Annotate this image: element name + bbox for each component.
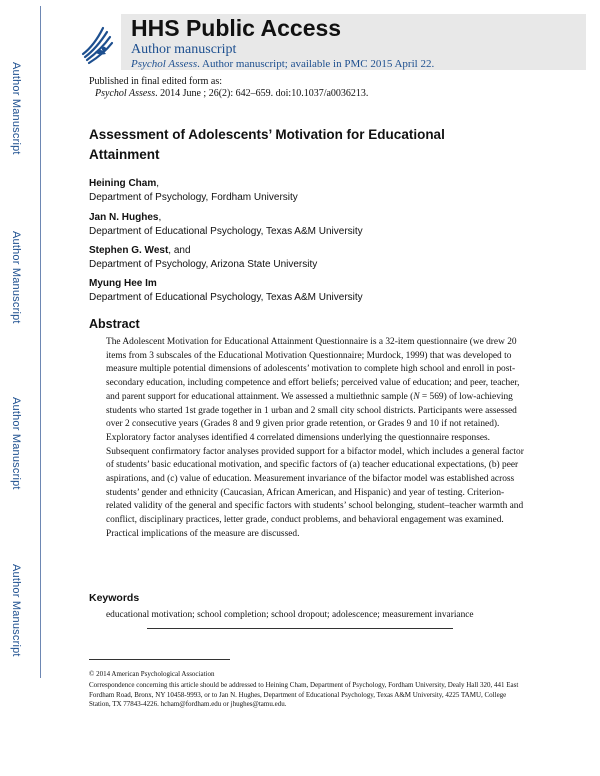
keywords-list: educational motivation; school completion; school dropout; adolescence; measurement invariance (106, 610, 474, 620)
author-block (89, 177, 298, 205)
author-affiliation: Department of Educational Psychology, Texas A&M University (89, 292, 363, 303)
author-affiliation: Department of Psychology, Fordham University (89, 192, 298, 203)
article-title: Assessment of Adolescents’ Motivation for Educational Attainment (89, 127, 445, 162)
citation-details[interactable]: . 2014 June ; 26(2): 642–659. doi:10.1037/a0036213. (155, 88, 369, 99)
availability-text: . Author manuscript; available in PMC 2015 April 22. (197, 58, 435, 70)
journal-name[interactable]: Psychol Assess (131, 58, 198, 70)
abstract-text-part-2: = 569) of low-achieving students who started 1st grade together in 1 urban and 2 small city school districts. Participants were assessed over 2 consecutive years (Grades 8 and 9 given prior grade retention, or Grades 9 and 10 if not retained). Exploratory factor analyses identified 4 correlated dimensions underlying the questionnaire responses. Subsequent confirmatory factor analyses provided support for a bifactor model, which includes a general factor of students’ basic educational motivation, and specific factors of (a) teacher educational expectations, (b) peer aspirations, and (c) value of education. Measurement invariance of the bifactor model was established across students’ gender and ethnicity (Caucasian, African American, and Hispanic) and year of testing. Criterion-related validity of the general and specific factors with students’ school belonging, student–teacher warmth and conflict, disciplinary practices, letter grade, conduct problems, and behavioral engagement was examined. Practical implications of the measure are discussed. (106, 391, 524, 539)
author-name: Myung Hee Im (89, 278, 157, 289)
sample-size-symbol: N (413, 391, 420, 402)
citation-line (95, 88, 368, 99)
author-suffix: , (158, 212, 162, 223)
abstract-heading: Abstract (89, 317, 140, 331)
author-name: Jan N. Hughes (89, 212, 159, 223)
author-block (89, 277, 363, 305)
keywords-heading: Keywords (89, 592, 140, 604)
published-label: Published in final edited form as: (89, 76, 223, 87)
availability-line (131, 58, 434, 70)
sidebar-label-author-manuscript: Author Manuscript (10, 397, 22, 490)
sidebar-label-author-manuscript: Author Manuscript (10, 62, 22, 155)
sidebar-label-author-manuscript: Author Manuscript (10, 564, 22, 657)
author-block (89, 211, 363, 239)
section-divider (147, 628, 453, 629)
author-suffix: , and (168, 245, 191, 256)
hhs-public-access-title: HHS Public Access (131, 15, 342, 41)
copyright-notice: © 2014 American Psychological Association (89, 670, 215, 678)
author-name: Heining Cham (89, 178, 157, 189)
author-suffix: , (156, 178, 160, 189)
author-affiliation: Department of Educational Psychology, Texas A&M University (89, 226, 363, 237)
author-manuscript-label: Author manuscript (131, 42, 237, 57)
author-block (89, 244, 317, 272)
abstract-text-part-1: The Adolescent Motivation for Educational Attainment Questionnaire is a 32-item questionnaire (we drew 20 items from 3 subscales of the Educational Motivation Questionnaire; Murdock, 1999) that was developed to measure multiple potential dimensions of adolescents’ motivation to complete high school and enroll in post-secondary education, including competence and effort beliefs; perceived value of education; and peer, teacher, and parent support for educational attainment. We assessed a multiethnic sample ( (106, 337, 520, 402)
hhs-header (73, 14, 586, 70)
author-affiliation: Department of Psychology, Arizona State University (89, 259, 318, 270)
footnote-divider (89, 659, 230, 660)
abstract-body (106, 336, 524, 542)
hhs-eagle-logo-icon (73, 14, 121, 70)
author-name: Stephen G. West (89, 245, 169, 256)
sidebar-divider (40, 6, 41, 678)
correspondence-note: Correspondence concerning this article should be addressed to Heining Cham, Department of Psychology, Fordham University, Dealy Hall 320, 441 East Fordham Road, Bronx, NY 10458-9993, or to Jan N. Hughes, Department of Educational Psychology, Texas A&M University, 4225 TAMU, College Station, TX 77843-4226. hcham@fordham.edu or jhughes@tamu.edu. (89, 681, 519, 708)
sidebar-label-author-manuscript: Author Manuscript (10, 231, 22, 324)
citation-journal: Psychol Assess (95, 88, 156, 99)
